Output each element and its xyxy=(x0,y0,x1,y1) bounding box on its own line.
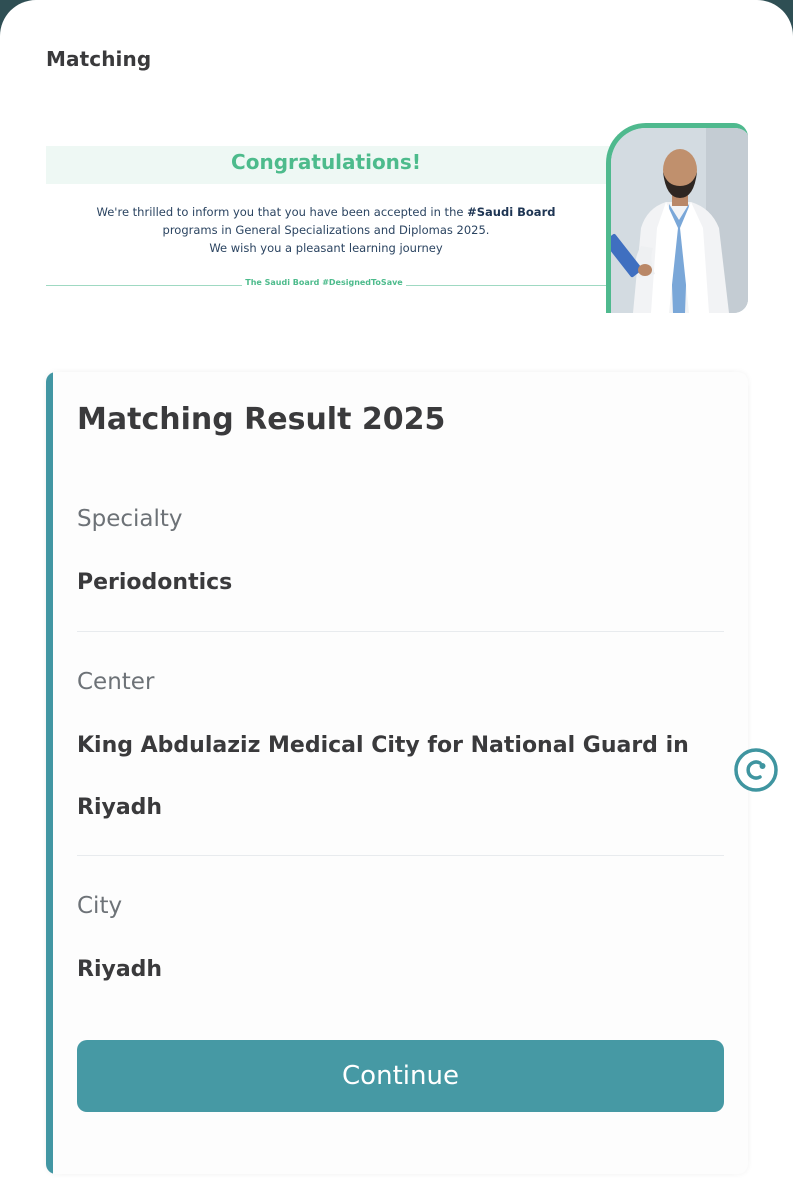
assistant-icon[interactable] xyxy=(733,747,779,793)
banner-heading: Congratulations! xyxy=(231,150,421,174)
divider xyxy=(77,855,724,856)
banner-rule-left xyxy=(46,285,242,286)
center-label: Center xyxy=(77,669,155,695)
card-title: Matching Result 2025 xyxy=(77,402,446,437)
banner-message xyxy=(46,203,606,257)
banner-line1-hashtag: #Saudi Board xyxy=(467,205,556,219)
specialty-value: Periodontics xyxy=(77,570,233,595)
banner-line1-text: We're thrilled to inform you that you have been accepted in the xyxy=(96,205,468,219)
congratulations-banner xyxy=(46,123,748,315)
page-title: Matching xyxy=(46,47,152,71)
doctor-illustration xyxy=(611,128,748,313)
banner-rule-right xyxy=(406,285,612,286)
card-accent-bar xyxy=(46,372,53,1174)
city-label: City xyxy=(77,893,123,919)
continue-button[interactable]: Continue xyxy=(77,1040,724,1112)
doctor-photo xyxy=(606,123,748,313)
center-value: King Abdulaziz Medical City for National Guard in Riyadh xyxy=(77,733,689,820)
specialty-label: Specialty xyxy=(77,506,183,532)
divider xyxy=(77,631,724,632)
banner-line2-text: programs in General Specializations and Diplomas 2025. xyxy=(162,223,490,237)
city-value: Riyadh xyxy=(77,957,163,982)
matching-result-card xyxy=(46,372,748,1174)
banner-line3-text: We wish you a pleasant learning journey xyxy=(209,241,443,255)
banner-tagline: The Saudi Board #DesignedToSave xyxy=(245,278,403,287)
